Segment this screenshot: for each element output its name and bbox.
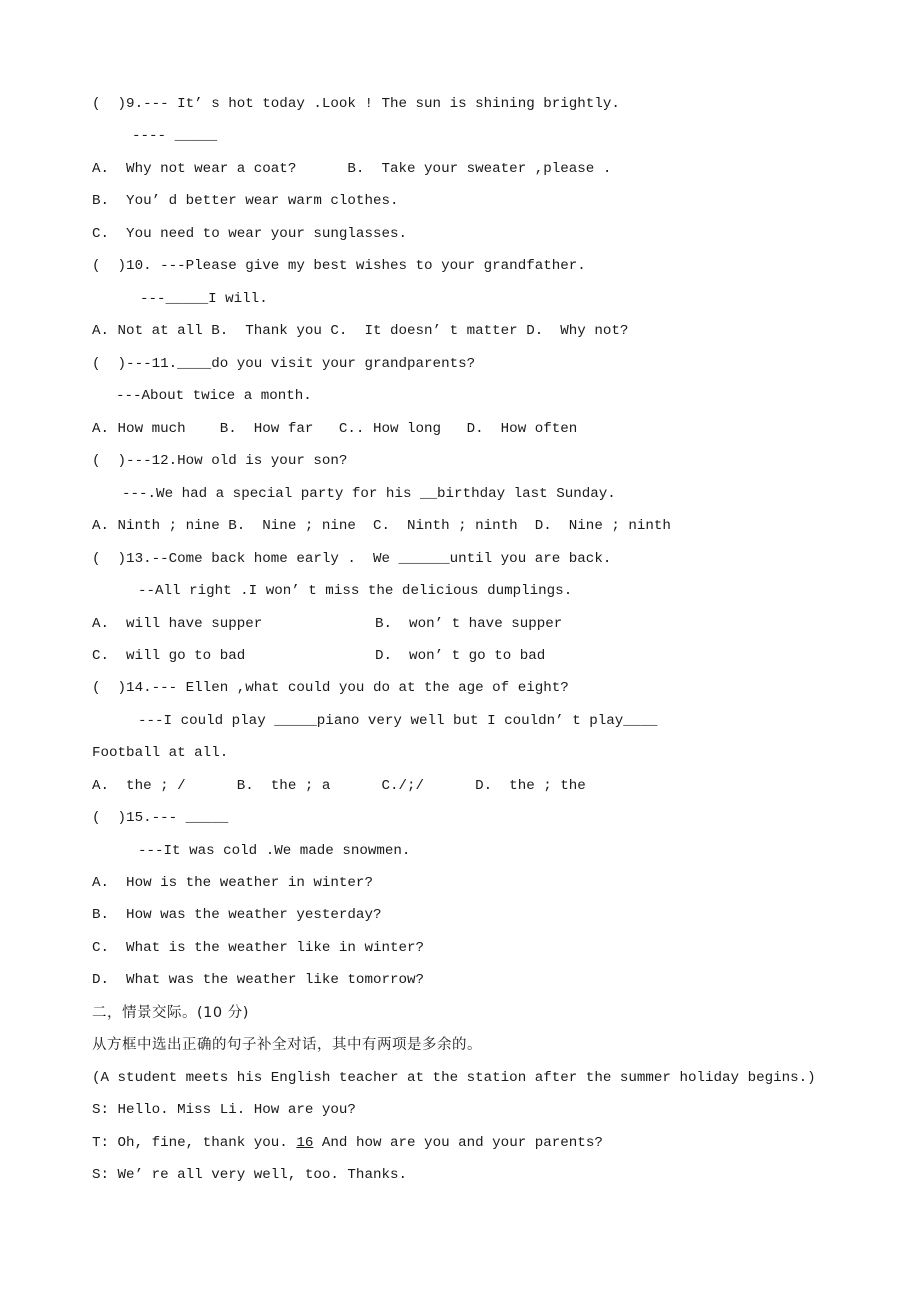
question-11-answer: ---About twice a month. <box>116 388 312 404</box>
question-13-answer: --All right .I won’ t miss the delicious dumplings. <box>138 583 573 599</box>
question-9-prompt: ( )9.--- It’ s hot today .Look ! The sun is shining brightly. <box>92 96 620 112</box>
question-13-option-d: D. won’ t go to bad <box>375 648 546 664</box>
blank-16: 16 <box>296 1135 314 1151</box>
section-2-instruction: 从方框中选出正确的句子补全对话，其中有两项是多余的。 <box>92 1037 482 1053</box>
question-12-answer: ---.We had a special party for his __birthday last Sunday. <box>122 486 616 502</box>
question-9-option-line: A. Why not wear a coat? B. Take your sweater ,please . <box>92 161 612 177</box>
dialogue-context: (A student meets his English teacher at the station after the summer holiday begins.) <box>92 1070 816 1086</box>
question-15-option-a: A. How is the weather in winter? <box>92 875 373 891</box>
dialogue-line-teacher <box>92 1133 603 1153</box>
question-11-options: A. How much B. How far C.. How long D. How often <box>92 421 578 437</box>
question-13-prompt: ( )13.--Come back home early . We ______until you are back. <box>92 551 612 567</box>
question-10-answer-blank: ---_____I will. <box>140 291 268 307</box>
question-14-prompt: ( )14.--- Ellen ,what could you do at the age of eight? <box>92 680 569 696</box>
question-11-prompt: ( )---11.____do you visit your grandparents? <box>92 356 476 372</box>
dialogue-text: And how are you and your parents? <box>313 1135 603 1151</box>
question-15-prompt: ( )15.--- _____ <box>92 810 229 826</box>
question-12-options: A. Ninth ; nine B. Nine ; nine C. Ninth ; ninth D. Nine ; ninth <box>92 518 671 534</box>
question-13-option-c: C. will go to bad <box>92 648 246 664</box>
question-15-option-b: B. How was the weather yesterday? <box>92 907 382 923</box>
question-13-option-b: B. won’ t have supper <box>375 616 563 632</box>
dialogue-line-student: S: We’ re all very well, too. Thanks. <box>92 1167 408 1183</box>
question-9-option-line: B. You’ d better wear warm clothes. <box>92 193 399 209</box>
question-10-options: A. Not at all B. Thank you C. It doesn’ t matter D. Why not? <box>92 323 629 339</box>
question-15-option-d: D. What was the weather like tomorrow? <box>92 972 425 988</box>
question-13-option-a: A. will have supper <box>92 616 263 632</box>
question-9-option-line: C. You need to wear your sunglasses. <box>92 226 408 242</box>
question-9-answer-blank: ---- _____ <box>132 128 218 144</box>
question-14-options: A. the ; / B. the ; a C./;/ D. the ; the <box>92 778 586 794</box>
question-12-prompt: ( )---12.How old is your son? <box>92 453 348 469</box>
question-14-answer: ---I could play _____piano very well but I couldn’ t play____ <box>138 713 658 729</box>
question-14-answer-continued: Football at all. <box>92 745 229 761</box>
question-15-option-c: C. What is the weather like in winter? <box>92 940 425 956</box>
section-2-heading: 二，情景交际。(10 分) <box>92 1005 249 1021</box>
question-10-prompt: ( )10. ---Please give my best wishes to your grandfather. <box>92 258 586 274</box>
dialogue-text: T: Oh, fine, thank you. <box>92 1135 297 1151</box>
question-15-answer: ---It was cold .We made snowmen. <box>138 843 411 859</box>
dialogue-line-student: S: Hello. Miss Li. How are you? <box>92 1102 356 1118</box>
